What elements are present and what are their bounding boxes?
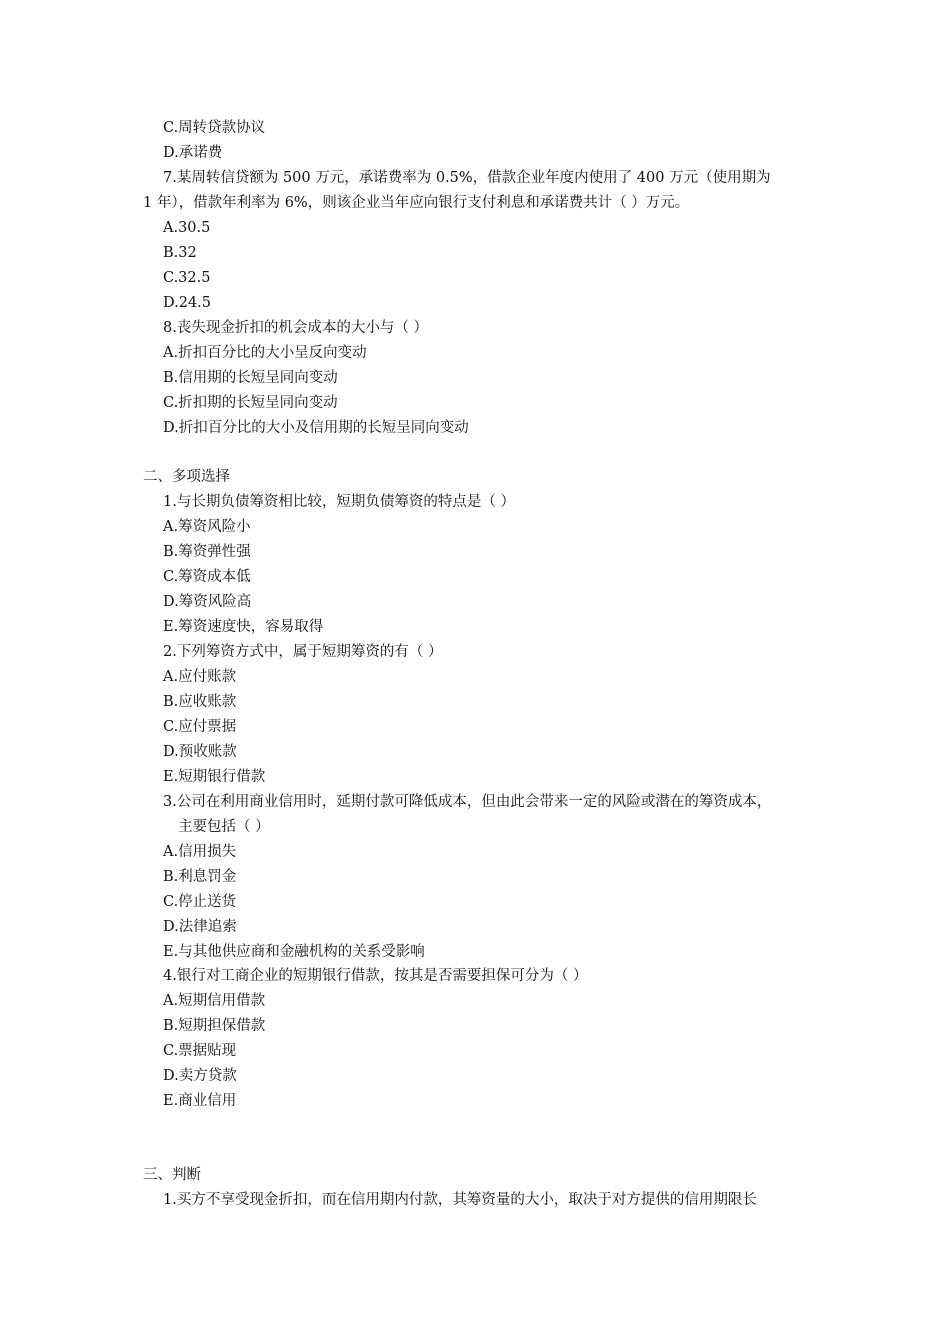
s2-q2-option-d: D.预收账款 [163,744,237,760]
s2-q4-option-a: A.短期信用借款 [163,993,266,1009]
q7-option-d: D.24.5 [163,295,212,311]
s2-q2-option-c: C.应付票据 [163,719,237,735]
section3-title: 三、判断 [143,1167,201,1183]
q6-option-d: D.承诺费 [163,145,223,161]
s2-q4-option-d: D.卖方贷款 [163,1068,237,1084]
s2-q1-option-d: D.筹资风险高 [163,594,252,610]
s2-q1-option-a: A.筹资风险小 [163,519,251,535]
s2-q4-option-c: C.票据贴现 [163,1043,237,1059]
s2-q1-option-b: B.筹资弹性强 [163,544,251,560]
q6-option-c: C.周转贷款协议 [163,120,266,136]
s2-q2-option-b: B.应收账款 [163,694,237,710]
s2-q1-option-c: C.筹资成本低 [163,569,251,585]
s2-q3-stem-line1: 3.公司在利用商业信用时，延期付款可降低成本，但由此会带来一定的风险或潜在的筹资成本， [163,794,772,810]
s2-q4-option-b: B.短期担保借款 [163,1018,266,1034]
q7-stem-line2: 1 年），借款年利率为 6%，则该企业当年应向银行支付利息和承诺费共计（ ）万元。 [143,195,690,211]
s3-q1-stem: 1.买方不享受现金折扣，而在信用期内付款，其筹资量的大小，取决于对方提供的信用期限长 [163,1192,757,1208]
section2-title: 二、多项选择 [143,469,230,485]
s2-q2-option-a: A.应付账款 [163,669,237,685]
s2-q4-stem: 4.银行对工商企业的短期银行借款，按其是否需要担保可分为（ ） [163,968,588,984]
s2-q1-stem: 1.与长期负债筹资相比较，短期负债筹资的特点是（ ） [163,494,515,510]
s2-q3-option-d: D.法律追索 [163,919,237,935]
q8-option-a: A.折扣百分比的大小呈反向变动 [163,345,367,361]
s2-q2-option-e: E.短期银行借款 [163,769,266,785]
q8-option-c: C.折扣期的长短呈同向变动 [163,395,338,411]
s2-q4-option-e: E.商业信用 [163,1093,237,1109]
s2-q3-stem-line2: 主要包括（ ） [178,819,270,835]
s2-q3-option-b: B.利息罚金 [163,869,237,885]
q8-stem: 8.丧失现金折扣的机会成本的大小与（ ） [163,320,428,336]
s2-q1-option-e: E.筹资速度快，容易取得 [163,619,324,635]
q7-option-a: A.30.5 [163,220,211,236]
s2-q3-option-c: C.停止送货 [163,894,237,910]
q8-option-d: D.折扣百分比的大小及信用期的长短呈同向变动 [163,420,469,436]
s2-q3-option-a: A.信用损失 [163,844,237,860]
s2-q3-option-e: E.与其他供应商和金融机构的关系受影响 [163,944,425,960]
q7-stem-line1: 7.某周转信贷额为 500 万元，承诺费率为 0.5%，借款企业年度内使用了 400 万元（使用期为 [163,170,771,186]
q8-option-b: B.信用期的长短呈同向变动 [163,370,338,386]
s2-q2-stem: 2.下列筹资方式中，属于短期筹资的有（ ） [163,644,443,660]
q7-option-c: C.32.5 [163,270,211,286]
q7-option-b: B.32 [163,245,197,261]
